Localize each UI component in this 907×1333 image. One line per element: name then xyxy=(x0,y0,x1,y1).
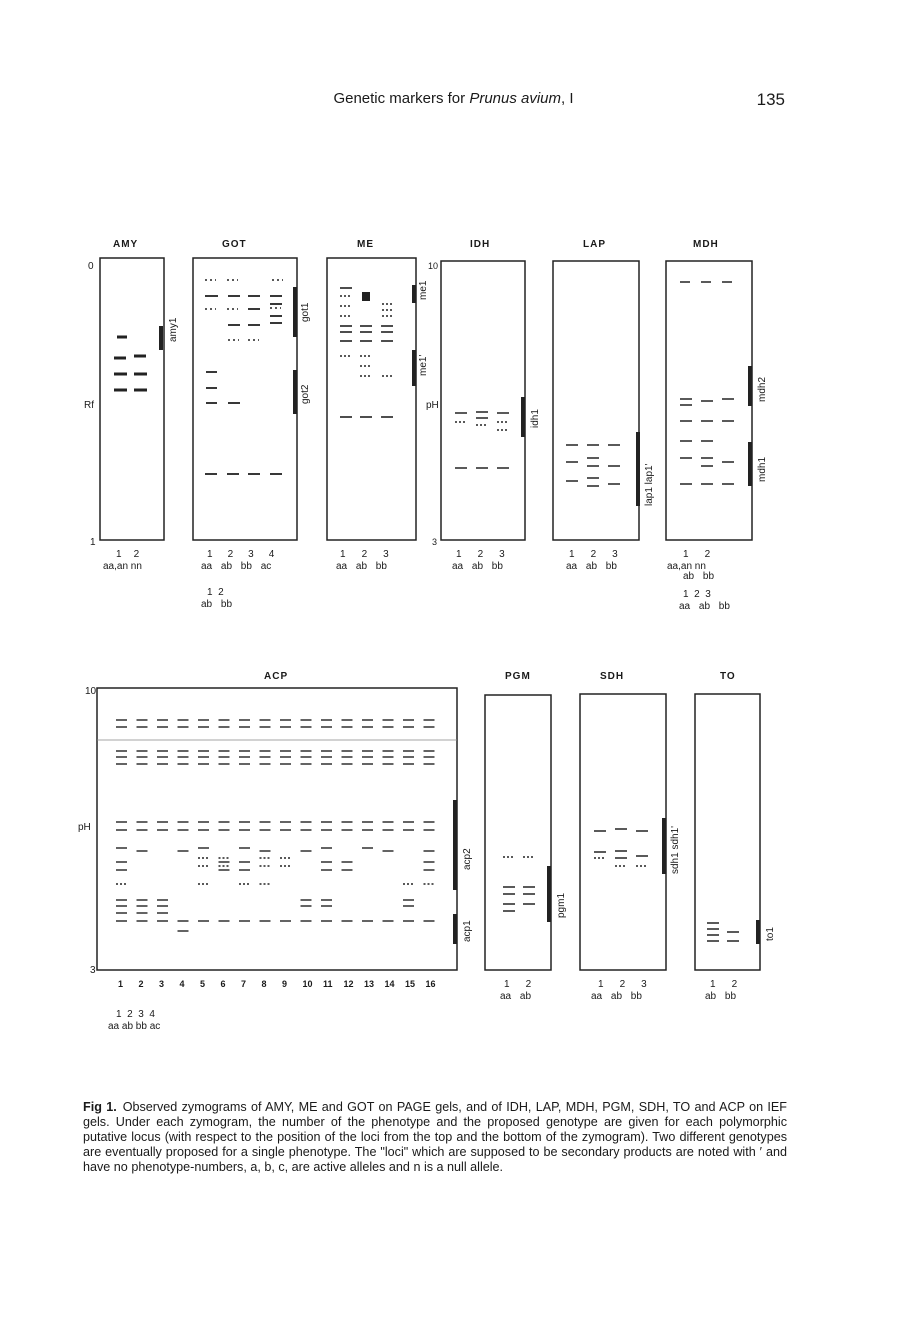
band-pattern xyxy=(566,445,620,486)
lane-number: 13 xyxy=(364,979,375,989)
panel-got xyxy=(193,239,311,610)
caption-label: Fig 1. xyxy=(83,1100,117,1114)
lane-number: 11 xyxy=(323,979,333,989)
band-pattern xyxy=(503,887,535,911)
figure-caption xyxy=(83,1100,787,1175)
scale-mid: pH xyxy=(426,400,439,411)
page-number: 135 xyxy=(756,90,785,109)
lane-number: 9 xyxy=(282,979,288,989)
locus-label: acp1 xyxy=(462,920,473,942)
band-pattern xyxy=(455,412,509,468)
genotype-row: aa ab xyxy=(500,991,532,1002)
lane-number: 7 xyxy=(241,979,247,989)
locus-label: me1 xyxy=(418,280,429,300)
panel-title: LAP xyxy=(583,239,606,250)
locus-label: got2 xyxy=(300,384,311,404)
locus-label: to1 xyxy=(765,927,776,941)
locus-label: sdh1 sdh1' xyxy=(670,825,681,874)
lane-number: 14 xyxy=(384,979,395,989)
lane-numbers: 1 2 3 xyxy=(569,549,618,560)
panel-lap xyxy=(553,239,655,572)
lane-numbers: 1 2 xyxy=(710,979,738,990)
locus-label: mdh1 xyxy=(757,456,768,482)
band-pattern-solid xyxy=(205,296,282,474)
panel-to xyxy=(695,671,776,1002)
genotype-row: aa ab bb xyxy=(336,561,387,572)
lane-numbers: 1 2 3 xyxy=(340,549,389,560)
axis-top-rf: Rf xyxy=(84,400,94,411)
panel-title: MDH xyxy=(693,239,719,250)
lane-numbers: 1 2 xyxy=(504,979,532,990)
lane-numbers: 1 2 3 xyxy=(598,979,647,990)
panel-acp xyxy=(97,671,473,1032)
extra-genotypes: aa ab bb ac xyxy=(108,1021,161,1032)
band-pattern xyxy=(707,923,739,941)
panel-idh xyxy=(426,239,541,572)
locus-label: idh1 xyxy=(530,409,541,428)
lane-number: 8 xyxy=(261,979,267,989)
band-pattern xyxy=(116,720,435,931)
panel-title: PGM xyxy=(505,671,531,682)
band-pattern xyxy=(594,829,648,858)
genotype-row: aa ab bb xyxy=(452,561,503,572)
lane-number: 6 xyxy=(220,979,226,989)
lane-numbers xyxy=(118,979,436,989)
caption-text: Observed zymograms of AMY, ME and GOT on PAGE gels, and of IDH, LAP, MDH, PGM, SDH, TO and ACP on IEF gels. Under each zymogram, the number of the phenotype and the proposed genotype are given for each polymorphic putative locus (with respect to the position of the loci from the top and the bottom of the zymogram). Two different genotypes are eventually proposed for a single phenotype. The "loci" which are supposed to be secondary products are noted with ′ and have no phenotype-numbers, a, b, c, are active alleles and n is a null allele. xyxy=(83,1100,787,1174)
panel-title: IDH xyxy=(470,239,491,250)
genotype-row: aa,an nn xyxy=(667,561,706,572)
panel-title: ME xyxy=(357,239,374,250)
locus-label: amy1 xyxy=(168,317,179,342)
axis-bottom-ph: pH xyxy=(78,822,91,833)
genotype-row: ab bb xyxy=(705,991,737,1002)
lane-number: 10 xyxy=(302,979,313,989)
panel-title: SDH xyxy=(600,671,625,682)
extra-lane-numbers: 1 2 3 4 xyxy=(116,1009,155,1020)
axis-bottom-3: 3 xyxy=(90,965,96,976)
band-pattern-dots xyxy=(594,858,648,866)
lane-numbers: 1 2 xyxy=(683,549,711,560)
genotype-row: aa ab bb xyxy=(591,991,642,1002)
band-pattern xyxy=(340,288,393,417)
lane-number: 15 xyxy=(405,979,416,989)
band-pattern-dots xyxy=(455,422,509,430)
genotype-row-2: ab bb xyxy=(683,571,715,582)
panel-mdh xyxy=(666,239,768,612)
band-pattern xyxy=(205,280,283,340)
locus-label: acp2 xyxy=(462,848,473,870)
band-pattern-dots xyxy=(340,296,393,376)
locus-label: mdh2 xyxy=(757,376,768,402)
locus-label: got1 xyxy=(300,302,311,322)
lane-number: 5 xyxy=(200,979,206,989)
genotype-row: aa ab bb ac xyxy=(201,561,272,572)
panel-title: AMY xyxy=(113,239,139,250)
panel-pgm xyxy=(485,671,567,1002)
band-pattern xyxy=(114,337,147,390)
running-title: Genetic markers for Prunus avium, I xyxy=(333,90,574,107)
lane-numbers: 1 2 3 4 xyxy=(207,549,275,560)
panel-title: GOT xyxy=(222,239,247,250)
panel-sdh xyxy=(580,671,681,1002)
scale-top: 10 xyxy=(428,261,439,271)
axis-top-1: 1 xyxy=(90,537,96,548)
extra-genotypes: aa ab bb xyxy=(679,601,730,612)
lane-number: 4 xyxy=(179,979,185,989)
panel-title: ACP xyxy=(264,671,289,682)
genotype-row: aa ab bb xyxy=(566,561,617,572)
panel-title: TO xyxy=(720,671,736,682)
lane-number: 16 xyxy=(425,979,436,989)
locus-label: lap1 lap1' xyxy=(644,463,655,506)
extra-lane-numbers: 1 2 xyxy=(207,587,224,598)
locus-label: pgm1 xyxy=(556,892,567,918)
lane-numbers: 1 2 3 xyxy=(456,549,505,560)
lane-number: 3 xyxy=(159,979,165,989)
axis-bottom-10: 10 xyxy=(85,686,97,697)
axis-top-0: 0 xyxy=(88,261,94,272)
lane-numbers: 1 2 xyxy=(116,549,140,560)
scale-bottom: 3 xyxy=(432,537,438,547)
panel-amy xyxy=(100,239,179,572)
extra-genotypes: ab bb xyxy=(201,599,233,610)
locus-label: me1' xyxy=(418,354,429,376)
panel-me xyxy=(327,239,429,572)
genotype-row: aa,an nn xyxy=(103,561,142,572)
lane-number: 1 xyxy=(118,979,124,989)
band-pattern xyxy=(680,282,734,484)
lane-number: 2 xyxy=(138,979,144,989)
lane-number: 12 xyxy=(343,979,354,989)
extra-lane-numbers: 1 2 3 xyxy=(683,589,711,600)
